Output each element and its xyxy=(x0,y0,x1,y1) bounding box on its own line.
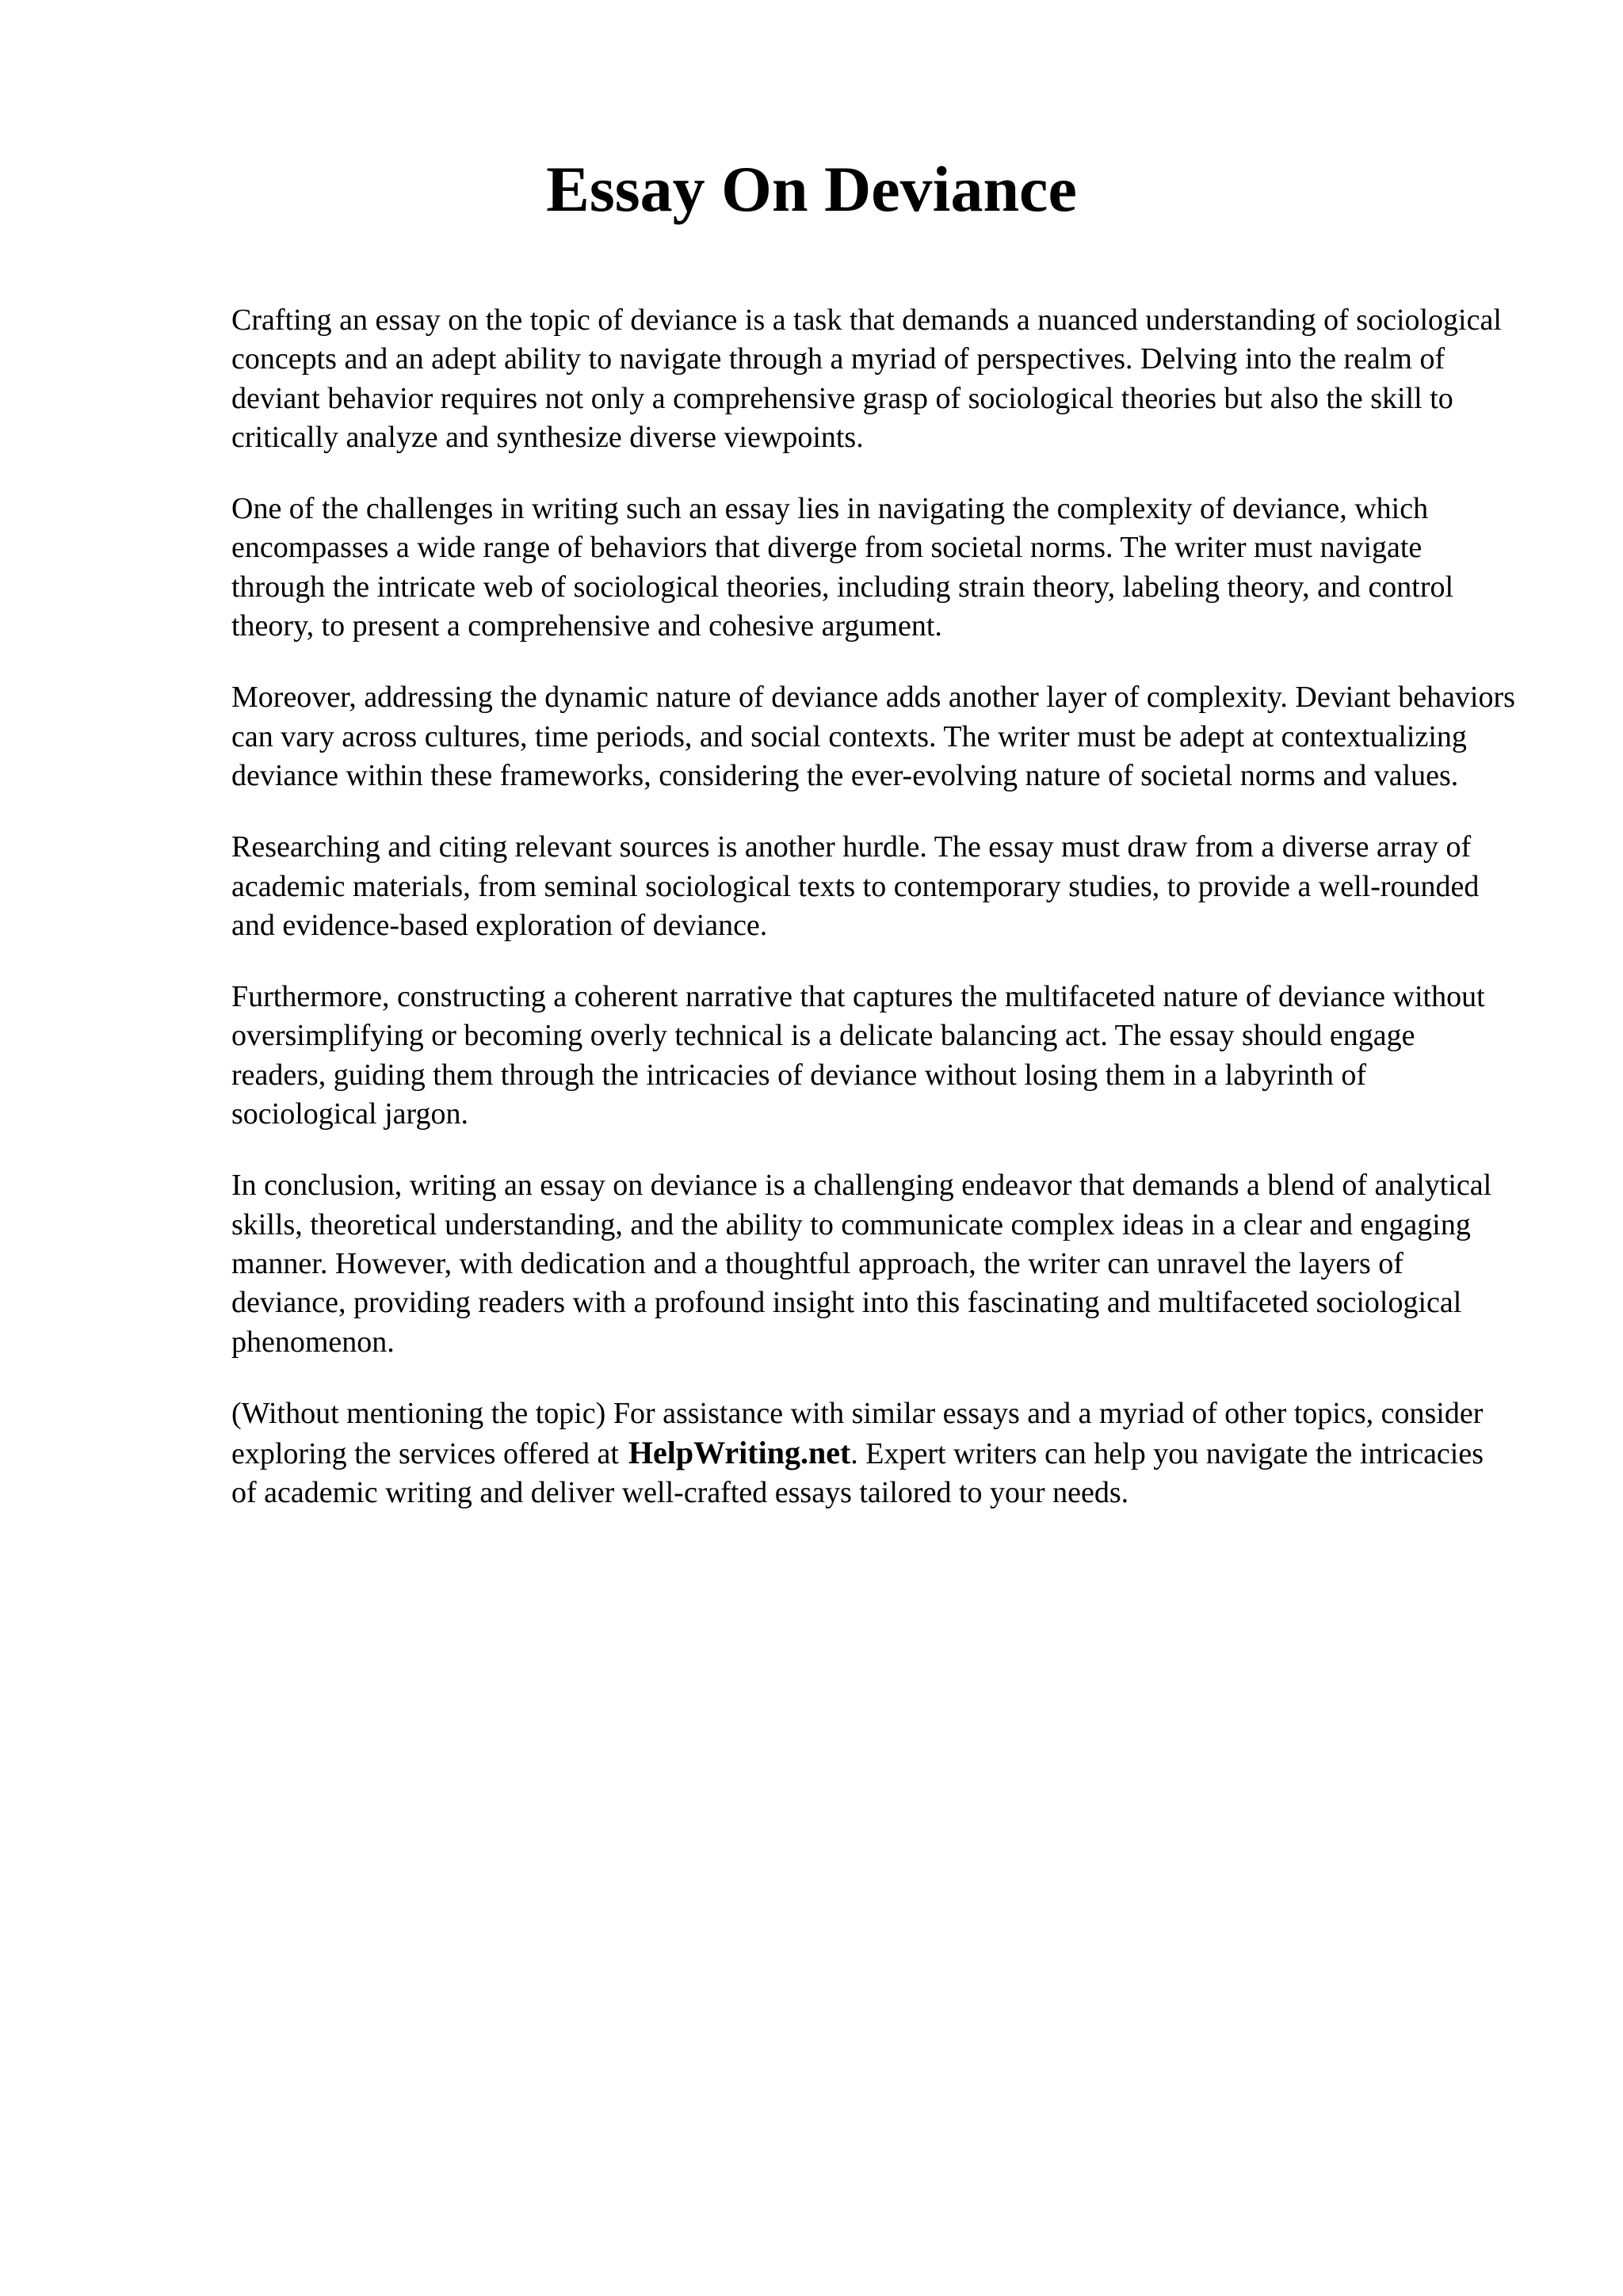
paragraph-6: In conclusion, writing an essay on deviance is a challenging endeavor that demands a blend of analytical skills, theoretical understanding, and the ability to communicate complex ideas in a clear and engaging manner. However, with dedication and a thoughtful approach, the writer can unravel the layers of deviance, providing readers with a profound insight into this fascinating and multifaceted sociological phenomenon. xyxy=(231,1169,1492,1359)
paragraph-2: One of the challenges in writing such an essay lies in navigating the complexity of deviance, which encompasses a wide range of behaviors that diverge from societal norms. The writer must navigate through the intricate web of sociological theories, including strain theory, labeling theory, and control theory, to present a comprehensive and cohesive argument. xyxy=(231,492,1454,643)
paragraph-3: Moreover, addressing the dynamic nature of deviance adds another layer of complexity. Deviant behaviors can vary across cultures, time periods, and social contexts. The writer must be adept at contextualizing deviance within these frameworks, considering the ever-evolving nature of societal norms and values. xyxy=(231,681,1515,792)
paragraph-4: Researching and citing relevant sources is another hurdle. The essay must draw from a diverse array of academic materials, from seminal sociological texts to contemporary studies, to provide a well-rounded and evidence-based exploration of deviance. xyxy=(231,830,1480,942)
closing-paragraph xyxy=(231,1394,1515,1513)
closing-text-before: (Without mentioning the topic) For assistance with similar essays and a myriad of other topics, consider exploring the services offered at xyxy=(231,1396,1484,1471)
essay-body xyxy=(231,301,1515,1546)
paragraph-5: Furthermore, constructing a coherent narrative that captures the multifaceted nature of deviance without oversimplifying or becoming overly technical is a delicate balancing act. The essay should engage readers, guiding them through the intricacies of deviance without losing them in a labyrinth of sociological jargon. xyxy=(231,980,1485,1131)
paragraph-1: Crafting an essay on the topic of deviance is a task that demands a nuanced understanding of sociological concepts and an adept ability to navigate through a myriad of perspectives. Delving into the realm of deviant behavior requires not only a comprehensive grasp of sociological theories but also the skill to critically analyze and synthesize diverse viewpoints. xyxy=(231,303,1502,454)
closing-text-after: . Expert writers can help you navigate the intricacies of academic writing and deliver well-crafted essays tailored to your needs. xyxy=(231,1437,1484,1510)
brand-link[interactable]: HelpWriting.net xyxy=(628,1435,851,1471)
document-title: Essay On Deviance xyxy=(546,153,1077,225)
